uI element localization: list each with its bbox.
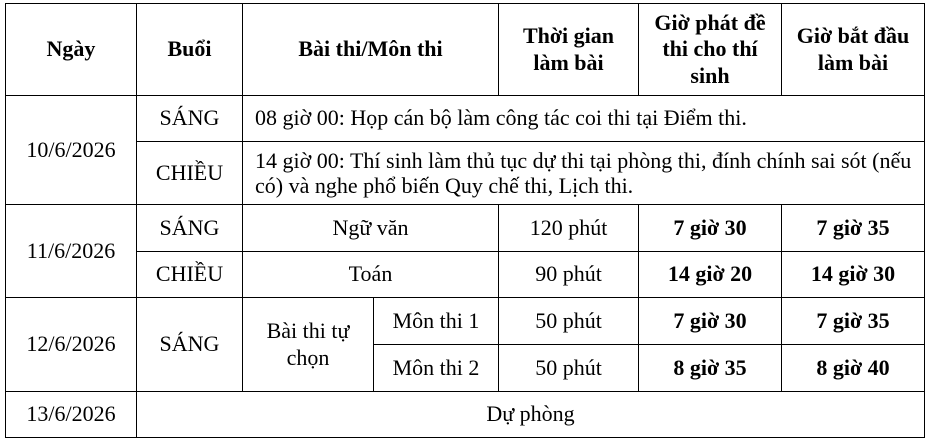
- start-time-cell: 8 giờ 40: [782, 345, 925, 392]
- header-session: Buổi: [137, 4, 243, 96]
- start-time-cell: 14 giờ 30: [782, 252, 925, 298]
- duration-cell: 50 phút: [499, 298, 639, 345]
- table-row: [6, 298, 925, 345]
- session-cell: CHIỀU: [137, 252, 243, 298]
- date-cell: 12/6/2026: [6, 298, 137, 392]
- session-cell: SÁNG: [137, 298, 243, 392]
- table-row: [6, 392, 925, 438]
- paper-time-cell: 14 giờ 20: [639, 252, 782, 298]
- header-row: [6, 4, 925, 96]
- table-row: [6, 205, 925, 252]
- table-row: [6, 142, 925, 205]
- date-cell: 10/6/2026: [6, 96, 137, 205]
- date-cell: 13/6/2026: [6, 392, 137, 438]
- paper-time-cell: 7 giờ 30: [639, 205, 782, 252]
- date-cell: 11/6/2026: [6, 205, 137, 298]
- header-paper-time: Giờ phát đề thi cho thí sinh: [639, 4, 782, 96]
- paper-time-cell: 7 giờ 30: [639, 298, 782, 345]
- duration-cell: 50 phút: [499, 345, 639, 392]
- header-duration: Thời gian làm bài: [499, 4, 639, 96]
- start-time-cell: 7 giờ 35: [782, 298, 925, 345]
- header-day: Ngày: [6, 4, 137, 96]
- table-row: [6, 252, 925, 298]
- duration-cell: 90 phút: [499, 252, 639, 298]
- subject-cell: Môn thi 1: [374, 298, 499, 345]
- note-cell: 08 giờ 00: Họp cán bộ làm công tác coi thi tại Điểm thi.: [243, 96, 925, 142]
- paper-time-cell: 8 giờ 35: [639, 345, 782, 392]
- group-cell: Bài thi tự chọn: [243, 298, 374, 392]
- reserve-cell: Dự phòng: [137, 392, 925, 438]
- note-cell: 14 giờ 00: Thí sinh làm thủ tục dự thi tại phòng thi, đính chính sai sót (nếu có) và nghe phổ biến Quy chế thi, Lịch thi.: [243, 142, 925, 205]
- session-cell: SÁNG: [137, 205, 243, 252]
- subject-cell: Môn thi 2: [374, 345, 499, 392]
- header-start-time: Giờ bắt đầu làm bài: [782, 4, 925, 96]
- session-cell: SÁNG: [137, 96, 243, 142]
- subject-cell: Ngữ văn: [243, 205, 499, 252]
- exam-schedule-table: [5, 3, 925, 438]
- table-row: [6, 96, 925, 142]
- header-subject: Bài thi/Môn thi: [243, 4, 499, 96]
- start-time-cell: 7 giờ 35: [782, 205, 925, 252]
- duration-cell: 120 phút: [499, 205, 639, 252]
- subject-cell: Toán: [243, 252, 499, 298]
- session-cell: CHIỀU: [137, 142, 243, 205]
